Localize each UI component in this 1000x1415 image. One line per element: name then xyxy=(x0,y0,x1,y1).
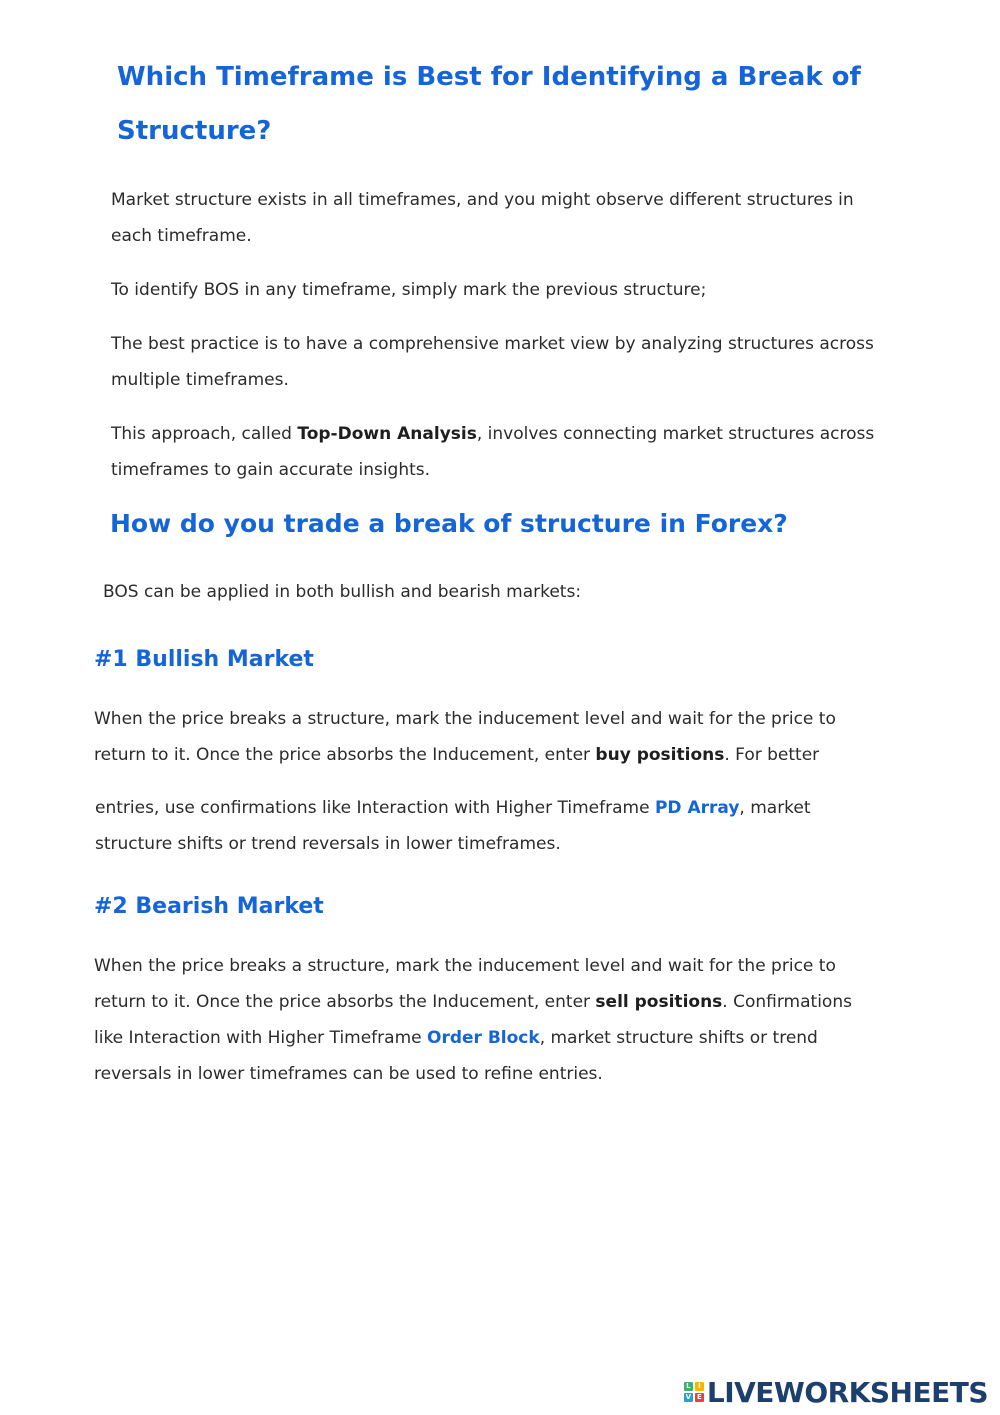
order-block-link[interactable]: Order Block xyxy=(427,1028,540,1048)
paragraph-bearish xyxy=(94,948,852,1092)
paragraph-market-structure xyxy=(111,182,854,254)
text-run: , market xyxy=(739,798,811,818)
paragraph-best-practice xyxy=(111,326,874,398)
bold-term-buy-positions: buy positions xyxy=(595,745,725,765)
text-run: . Confirmations xyxy=(722,992,852,1012)
paragraph-line xyxy=(95,790,811,826)
logo-letter-l: L xyxy=(684,1382,693,1391)
paragraph-line: multiple timeframes. xyxy=(111,370,289,390)
text-run: , involves connecting market structures across xyxy=(476,424,875,444)
bearish-market-heading-text: #2 Bearish Market xyxy=(94,894,324,919)
bold-term-sell-positions: sell positions xyxy=(595,992,723,1012)
paragraph-line: BOS can be applied in both bullish and bearish markets: xyxy=(103,582,582,602)
text-run: return to it. Once the price absorbs the Inducement, enter xyxy=(94,745,596,765)
paragraph-line: When the price breaks a structure, mark the inducement level and wait for the price to xyxy=(94,709,836,729)
paragraph-bullish-1 xyxy=(94,701,836,773)
paragraph-line: The best practice is to have a comprehensive market view by analyzing structures across xyxy=(111,334,874,354)
section-2-heading-text: How do you trade a break of structure in Forex? xyxy=(110,509,788,538)
paragraph-line xyxy=(94,984,852,1020)
logo-letter-v: V xyxy=(685,1393,692,1401)
paragraph-line: Market structure exists in all timeframes, and you might observe different structures in xyxy=(111,190,854,210)
logo-letter-i: I xyxy=(695,1382,704,1391)
bold-term-top-down-analysis: Top-Down Analysis xyxy=(297,424,477,444)
bullish-market-heading xyxy=(94,645,314,675)
paragraph-line: structure shifts or trend reversals in lower timeframes. xyxy=(95,834,561,854)
text-run: return to it. Once the price absorbs the Inducement, enter xyxy=(94,992,596,1012)
section-1-heading-line-2: Structure? xyxy=(117,116,272,146)
paragraph-line: When the price breaks a structure, mark the inducement level and wait for the price to xyxy=(94,956,836,976)
bearish-market-heading xyxy=(94,892,324,922)
text-run: . For better xyxy=(724,745,820,765)
paragraph-line: reversals in lower timeframes can be used to refine entries. xyxy=(94,1064,603,1084)
text-run: entries, use confirmations like Interaction with Higher Timeframe xyxy=(95,798,655,818)
liveworksheets-logo[interactable] xyxy=(684,1372,988,1412)
paragraph-line: To identify BOS in any timeframe, simply mark the previous structure; xyxy=(111,280,707,300)
paragraph-bos-applied xyxy=(103,574,581,610)
text-run: like Interaction with Higher Timeframe xyxy=(94,1028,427,1048)
logo-letter-e: E xyxy=(695,1393,704,1402)
paragraph-line xyxy=(94,1020,852,1056)
paragraph-line xyxy=(94,737,836,773)
paragraph-line xyxy=(111,416,874,452)
paragraph-bullish-2 xyxy=(95,790,811,862)
paragraph-identify-bos xyxy=(111,272,706,308)
liveworksheets-logo-text: LIVEWORKSHEETS xyxy=(706,1375,988,1409)
liveworksheets-logo-icon xyxy=(684,1382,704,1402)
pd-array-link[interactable]: PD Array xyxy=(654,798,740,818)
bullish-market-heading-text: #1 Bullish Market xyxy=(94,647,314,672)
text-run: , market structure shifts or trend xyxy=(539,1028,818,1048)
paragraph-top-down-analysis xyxy=(111,416,874,488)
section-1-heading-line-1: Which Timeframe is Best for Identifying a Break of xyxy=(117,62,861,92)
paragraph-line: timeframes to gain accurate insights. xyxy=(111,460,431,480)
paragraph-line: each timeframe. xyxy=(111,226,252,246)
section-1-heading xyxy=(117,50,861,158)
text-run: This approach, called xyxy=(111,424,298,444)
section-2-heading xyxy=(110,506,788,542)
